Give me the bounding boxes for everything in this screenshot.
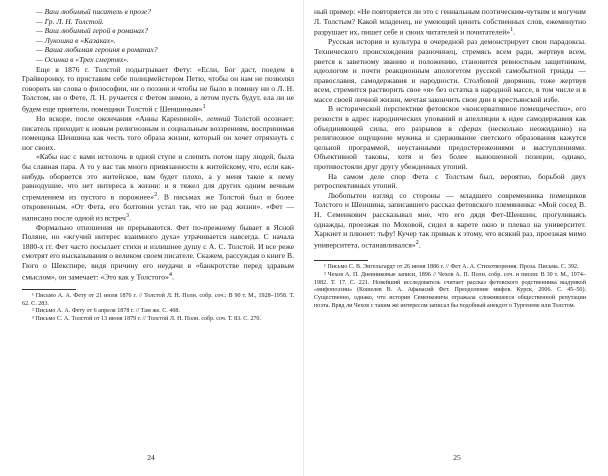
paragraph: Еще в 1876 г. Толстой подыгрывает Фету: «Если, Бог даст, поедем в Грайворонку, то приставим себе полицмейстером Петю, чтобы он нам не позволял говорить ни слова о философии, ни о поэзии и чтобы не было в помину ни о Л. Н. Толстом, ни о Фете, Л. Н. ручается с Фетом зимою, а летом пусть будут, ела ли не будем еще приятели, помещики Толстой с Шеншиным»$^1$ — [22, 64, 294, 114]
paragraph: На самом деле спор Фета с Толстым был, вероятно, борьбой двух ретроспективных утопий. — [314, 171, 586, 191]
paragraph: Русская история и культура в очередной раз демонстрирует свои парадоксы. Технического происхождения разночинец, стремясь всем ради, жертвуя всем, рвется к заветному званию и положению, становится ревностным защитником, идеологом и почти реакционным апологетом русской самобытной триады — православия, самодержавия и народности. Столбовой дворянин, тоже жертвуя всем, стремится растворить свое «я» без остатка в народной массе, в том числе и в массе своей личной жизни, мечтая закончить свои дни в крестьянской избе. — [314, 37, 586, 104]
footnote-ref: 2 — [154, 190, 158, 198]
page-number: 25 — [453, 453, 461, 463]
page-number: 24 — [147, 453, 155, 463]
left-page — [0, 0, 302, 476]
paragraph: Формально отношения не прерываются. Фет по-прежнему бывает в Ясной Поляне, но «жгучий интерес взаимного духа» утрачивается навсегда. С начала 1880-х гг. Фет часто посылает стихи и излишнее душу с А. С. Толстой. И все реже смотрят его высказывания о великом своем писателе. Скажем, рассуждая о книге В. Гюго о Шекспире, видя причину его неудачи в «банкротстве перед здравым смыслом», он замечает: «Это как у Толстого»$^4$. — [22, 222, 294, 282]
gutter — [303, 0, 304, 476]
paragraph: Любопытен взгляд со стороны — младшего современника помещиков Толстого и Шеншина, записавшего рассказ фетовского племянника: «Мой сосед В. Н. Семенкович рассказывал мне, что его дядя Фет-Шеншин, прогуливаясь однажды, проезжая по Моховой, сидел в карете окно и плевал на университет. Харкнет и плюнет: тьфу! Кучер так привык к этому, что всякий раз, проезжая мимо университета, останавливался»$^2$. — [314, 190, 586, 250]
footnote: ¹ Письмо А. А. Фету от 21 июля 1876 г. // Толстой Л. Н. Полн. собр. соч.: В 90 т. М., 1928–1958. Т. 62. С. 283. — [22, 292, 294, 307]
dialogue-block — [22, 7, 294, 65]
footnote: ¹ Письмо С. В. Энгельгардт от 26 июня 1886 г. // Фет А. А. Стихотворения. Проза. Письма. С. 392. — [324, 263, 579, 270]
paragraph: В исторической перспективе фетовское «консервативное помещичество», его резкости в адрес народнических упований и апелляции к идее самодержавия как объединяющей силы, его разрывов в сферах (несколько неожиданно) на религиозное ощущение мужика и сдерживание светского образования кажутся цельной программой, неустанными предостережениями и выступлениями. Объективной таковы, хотя и без более выношенной позиции, однако, противостояли друг другу убежденных утопий. — [314, 104, 587, 172]
footnote: ² Чехов А. П. Дневниковые записи, 1896 // Чехов А. П. Полн. собр. соч. и писем: В 30 т. М., 1974–1982. Т. 17. С. 221. Новейший исследователь считает рассказ фетовского родственника выдумкой «мифопоэзии» (Кошелев В. А. Афанасий Фет. Преодоление мифов. Курск, 2006. С. 45–50). Существенно, однако, что история Семенковича отражала сложившееся общественной репутации поэта. Вряд ли Чехов с таким же интересом записал бы подобный анекдот о Тургеневе или Толстом. — [314, 271, 586, 309]
paragraph: «Кабы нас с вами истолочь в одной ступе и слепить потом пару людей, была бы славная пара. А то у вас так много привязанности к житейскому, что, если как-нибудь оборвется это житейское, вам будет плохо, а у меня такое к нему равнодушие, что нет интереса к жизни: и я тяжел для других одним вечным стремлением из пустого в порожнее»$^2$. В письмах же Толстой был и более откровенным. «От Фета, его болтовни устал так, что не рад жизни». «Фет — написано после одной из встреч$^3$. — [22, 152, 294, 223]
footnote-ref: 4 — [168, 270, 173, 278]
paragraph: ный пример: «Не повторяется ли это с гениальным поэтическим-чутким и могучим Л. Толстым? Какой младенец, не умеющий ценить собственных слов, ежеминутно разрушает их, пишет себе и своих читателей и почитателей»$^1$. — [314, 7, 586, 37]
footnote-ref: 1 — [510, 26, 514, 34]
dialogue-line: — Лукошка в «Казаках». — [36, 35, 116, 45]
right-page — [306, 0, 608, 476]
footnote-ref: 1 — [202, 102, 206, 110]
footnote-ref: 2 — [415, 238, 419, 246]
footnote: ² Письмо А. А. Фету от 6 апреля 1878 г. // Там же. С. 408. — [32, 308, 181, 315]
dialogue-line: — Гр. Л. Н. Толстой. — [36, 16, 104, 26]
paragraph: Но вскоре, после окончания «Анны Карениной», летний Толстой осознает: писатель приходит к новым религиозным и социальным воззрениям, воспринимая помещика Шеншина как честь того образа жизни, который он хочет отряхнуть с ног своих. — [22, 114, 294, 152]
footnote: ³ Письмо С. А. Толстой от 13 июня 1879 г. // Толстой Л. Н. Полн. собр. соч. Т. 83. С. 270. — [32, 316, 261, 323]
dialogue-line: — Осинка в «Трех смертях». — [36, 54, 129, 64]
dialogue-line: — Ваш любимый герой в романах? — [36, 26, 149, 36]
footnote-rule — [314, 260, 368, 261]
footnote-rule — [22, 289, 76, 290]
dialogue-line: — Ваша любимая героиня в романах? — [36, 45, 158, 55]
footnote-ref: 3 — [125, 211, 130, 219]
dialogue-line: — Ваш любимый писатель в прозе? — [36, 7, 152, 16]
